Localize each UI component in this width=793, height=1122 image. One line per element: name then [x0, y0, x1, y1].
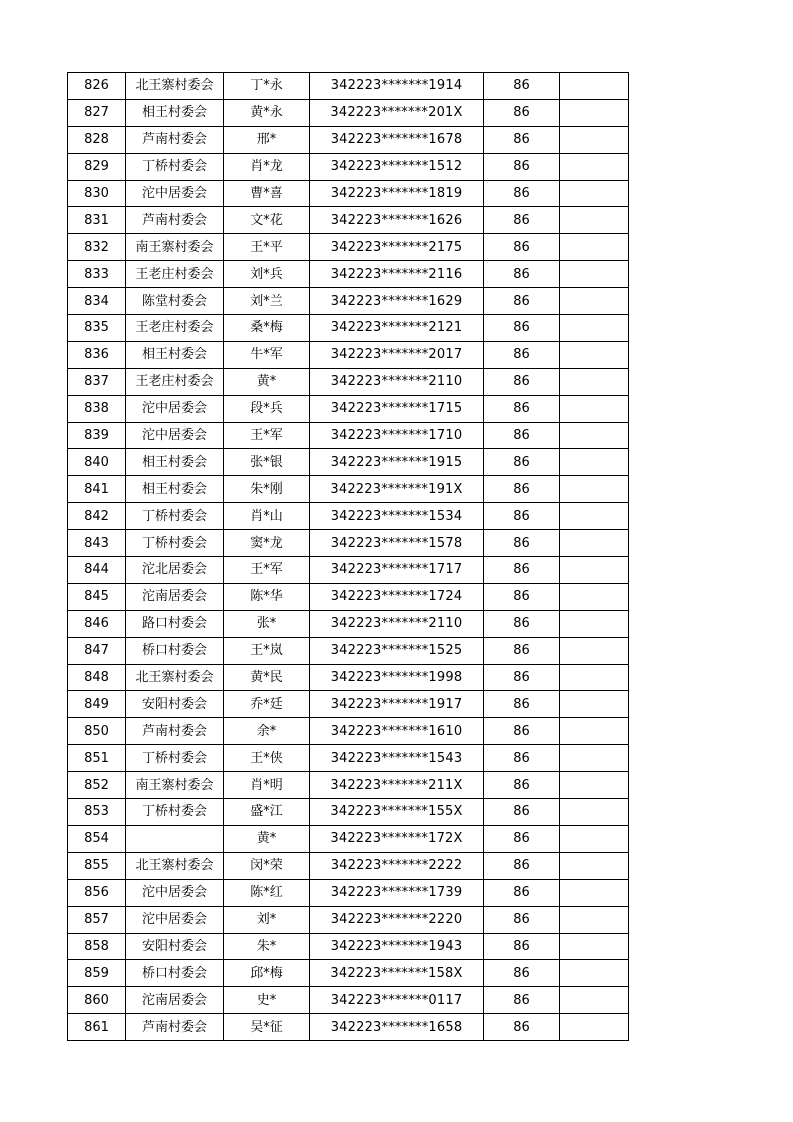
row-number-cell: 851: [68, 745, 126, 772]
village-committee-cell: 相王村委会: [126, 476, 224, 503]
row-number-cell: 859: [68, 960, 126, 987]
remark-cell: [560, 583, 629, 610]
person-name-cell: 王*岚: [224, 637, 310, 664]
person-name-cell: 牛*军: [224, 341, 310, 368]
remark-cell: [560, 207, 629, 234]
row-number-cell: 846: [68, 610, 126, 637]
person-name-cell: 肖*明: [224, 772, 310, 799]
row-number-cell: 854: [68, 825, 126, 852]
row-number-cell: 849: [68, 691, 126, 718]
table-row: [68, 530, 629, 557]
table-row: [68, 449, 629, 476]
amount-cell: 86: [484, 73, 560, 100]
id-number-cell: 342223*******1998: [310, 664, 484, 691]
remark-cell: [560, 99, 629, 126]
amount-cell: 86: [484, 610, 560, 637]
amount-cell: 86: [484, 960, 560, 987]
table-row: [68, 476, 629, 503]
village-committee-cell: 南王寨村委会: [126, 234, 224, 261]
person-name-cell: 刘*兵: [224, 261, 310, 288]
amount-cell: 86: [484, 476, 560, 503]
remark-cell: [560, 852, 629, 879]
remark-cell: [560, 530, 629, 557]
amount-cell: 86: [484, 368, 560, 395]
amount-cell: 86: [484, 637, 560, 664]
table-row: [68, 234, 629, 261]
village-committee-cell: 芦南村委会: [126, 718, 224, 745]
row-number-cell: 827: [68, 99, 126, 126]
remark-cell: [560, 180, 629, 207]
person-name-cell: 黄*: [224, 368, 310, 395]
amount-cell: 86: [484, 825, 560, 852]
id-number-cell: 342223*******155X: [310, 799, 484, 826]
village-committee-cell: 沱中居委会: [126, 180, 224, 207]
row-number-cell: 847: [68, 637, 126, 664]
remark-cell: [560, 1014, 629, 1041]
remark-cell: [560, 906, 629, 933]
person-name-cell: 陈*华: [224, 583, 310, 610]
table-row: [68, 825, 629, 852]
remark-cell: [560, 637, 629, 664]
id-number-cell: 342223*******1819: [310, 180, 484, 207]
row-number-cell: 832: [68, 234, 126, 261]
table-row: [68, 395, 629, 422]
id-number-cell: 342223*******1914: [310, 73, 484, 100]
village-committee-cell: 北王寨村委会: [126, 73, 224, 100]
table-row: [68, 718, 629, 745]
table-row: [68, 261, 629, 288]
row-number-cell: 838: [68, 395, 126, 422]
id-number-cell: 342223*******2017: [310, 341, 484, 368]
amount-cell: 86: [484, 234, 560, 261]
remark-cell: [560, 476, 629, 503]
person-name-cell: 王*侠: [224, 745, 310, 772]
village-committee-cell: 沱南居委会: [126, 987, 224, 1014]
subsidy-roster-table: [67, 72, 629, 1041]
remark-cell: [560, 368, 629, 395]
id-number-cell: 342223*******191X: [310, 476, 484, 503]
table-row: [68, 73, 629, 100]
remark-cell: [560, 691, 629, 718]
table-row: [68, 745, 629, 772]
id-number-cell: 342223*******1678: [310, 126, 484, 153]
row-number-cell: 845: [68, 583, 126, 610]
row-number-cell: 841: [68, 476, 126, 503]
id-number-cell: 342223*******1610: [310, 718, 484, 745]
village-committee-cell: 相王村委会: [126, 99, 224, 126]
remark-cell: [560, 234, 629, 261]
remark-cell: [560, 879, 629, 906]
remark-cell: [560, 557, 629, 584]
id-number-cell: 342223*******2220: [310, 906, 484, 933]
row-number-cell: 826: [68, 73, 126, 100]
table-body: [68, 73, 629, 1041]
table-row: [68, 180, 629, 207]
table-row: [68, 341, 629, 368]
village-committee-cell: 芦南村委会: [126, 207, 224, 234]
table-row: [68, 610, 629, 637]
table-row: [68, 422, 629, 449]
person-name-cell: 刘*: [224, 906, 310, 933]
amount-cell: 86: [484, 503, 560, 530]
amount-cell: 86: [484, 180, 560, 207]
remark-cell: [560, 73, 629, 100]
village-committee-cell: 沱南居委会: [126, 583, 224, 610]
amount-cell: 86: [484, 449, 560, 476]
remark-cell: [560, 772, 629, 799]
amount-cell: 86: [484, 99, 560, 126]
row-number-cell: 842: [68, 503, 126, 530]
village-committee-cell: 相王村委会: [126, 449, 224, 476]
person-name-cell: 史*: [224, 987, 310, 1014]
amount-cell: 86: [484, 422, 560, 449]
id-number-cell: 342223*******1717: [310, 557, 484, 584]
village-committee-cell: 沱中居委会: [126, 906, 224, 933]
row-number-cell: 829: [68, 153, 126, 180]
id-number-cell: 342223*******1543: [310, 745, 484, 772]
amount-cell: 86: [484, 664, 560, 691]
row-number-cell: 848: [68, 664, 126, 691]
person-name-cell: 刘*兰: [224, 288, 310, 315]
row-number-cell: 840: [68, 449, 126, 476]
id-number-cell: 342223*******1715: [310, 395, 484, 422]
village-committee-cell: [126, 825, 224, 852]
person-name-cell: 吴*征: [224, 1014, 310, 1041]
remark-cell: [560, 315, 629, 342]
person-name-cell: 张*银: [224, 449, 310, 476]
table-row: [68, 906, 629, 933]
remark-cell: [560, 745, 629, 772]
row-number-cell: 852: [68, 772, 126, 799]
amount-cell: 86: [484, 718, 560, 745]
village-committee-cell: 沱中居委会: [126, 422, 224, 449]
table-row: [68, 691, 629, 718]
village-committee-cell: 南王寨村委会: [126, 772, 224, 799]
id-number-cell: 342223*******2110: [310, 368, 484, 395]
village-committee-cell: 安阳村委会: [126, 691, 224, 718]
village-committee-cell: 北王寨村委会: [126, 664, 224, 691]
table-row: [68, 879, 629, 906]
remark-cell: [560, 341, 629, 368]
id-number-cell: 342223*******2121: [310, 315, 484, 342]
remark-cell: [560, 449, 629, 476]
remark-cell: [560, 933, 629, 960]
person-name-cell: 闵*荣: [224, 852, 310, 879]
id-number-cell: 342223*******2175: [310, 234, 484, 261]
id-number-cell: 342223*******201X: [310, 99, 484, 126]
person-name-cell: 黄*民: [224, 664, 310, 691]
amount-cell: 86: [484, 557, 560, 584]
amount-cell: 86: [484, 772, 560, 799]
person-name-cell: 陈*红: [224, 879, 310, 906]
person-name-cell: 乔*廷: [224, 691, 310, 718]
person-name-cell: 肖*山: [224, 503, 310, 530]
amount-cell: 86: [484, 315, 560, 342]
table-row: [68, 583, 629, 610]
row-number-cell: 855: [68, 852, 126, 879]
village-committee-cell: 丁桥村委会: [126, 503, 224, 530]
row-number-cell: 830: [68, 180, 126, 207]
id-number-cell: 342223*******1724: [310, 583, 484, 610]
amount-cell: 86: [484, 933, 560, 960]
remark-cell: [560, 799, 629, 826]
amount-cell: 86: [484, 261, 560, 288]
row-number-cell: 860: [68, 987, 126, 1014]
id-number-cell: 342223*******1917: [310, 691, 484, 718]
person-name-cell: 王*军: [224, 422, 310, 449]
table-row: [68, 637, 629, 664]
id-number-cell: 342223*******1739: [310, 879, 484, 906]
amount-cell: 86: [484, 879, 560, 906]
village-committee-cell: 王老庄村委会: [126, 261, 224, 288]
id-number-cell: 342223*******1658: [310, 1014, 484, 1041]
amount-cell: 86: [484, 1014, 560, 1041]
amount-cell: 86: [484, 288, 560, 315]
id-number-cell: 342223*******2110: [310, 610, 484, 637]
table-row: [68, 153, 629, 180]
person-name-cell: 黄*: [224, 825, 310, 852]
village-committee-cell: 北王寨村委会: [126, 852, 224, 879]
id-number-cell: 342223*******2116: [310, 261, 484, 288]
remark-cell: [560, 261, 629, 288]
person-name-cell: 余*: [224, 718, 310, 745]
id-number-cell: 342223*******1629: [310, 288, 484, 315]
person-name-cell: 朱*刚: [224, 476, 310, 503]
village-committee-cell: 丁桥村委会: [126, 153, 224, 180]
remark-cell: [560, 664, 629, 691]
person-name-cell: 桑*梅: [224, 315, 310, 342]
person-name-cell: 文*花: [224, 207, 310, 234]
table-row: [68, 933, 629, 960]
table-row: [68, 288, 629, 315]
amount-cell: 86: [484, 583, 560, 610]
amount-cell: 86: [484, 207, 560, 234]
village-committee-cell: 王老庄村委会: [126, 368, 224, 395]
table-row: [68, 960, 629, 987]
row-number-cell: 858: [68, 933, 126, 960]
person-name-cell: 丁*永: [224, 73, 310, 100]
amount-cell: 86: [484, 745, 560, 772]
id-number-cell: 342223*******1915: [310, 449, 484, 476]
village-committee-cell: 丁桥村委会: [126, 799, 224, 826]
village-committee-cell: 路口村委会: [126, 610, 224, 637]
row-number-cell: 831: [68, 207, 126, 234]
remark-cell: [560, 960, 629, 987]
id-number-cell: 342223*******1525: [310, 637, 484, 664]
village-committee-cell: 安阳村委会: [126, 933, 224, 960]
id-number-cell: 342223*******0117: [310, 987, 484, 1014]
row-number-cell: 856: [68, 879, 126, 906]
amount-cell: 86: [484, 799, 560, 826]
remark-cell: [560, 610, 629, 637]
person-name-cell: 曹*喜: [224, 180, 310, 207]
amount-cell: 86: [484, 691, 560, 718]
row-number-cell: 836: [68, 341, 126, 368]
remark-cell: [560, 153, 629, 180]
village-committee-cell: 陈堂村委会: [126, 288, 224, 315]
village-committee-cell: 沱北居委会: [126, 557, 224, 584]
row-number-cell: 828: [68, 126, 126, 153]
table-row: [68, 99, 629, 126]
person-name-cell: 王*平: [224, 234, 310, 261]
table-row: [68, 315, 629, 342]
table-row: [68, 664, 629, 691]
row-number-cell: 835: [68, 315, 126, 342]
remark-cell: [560, 126, 629, 153]
person-name-cell: 邱*梅: [224, 960, 310, 987]
table-row: [68, 557, 629, 584]
table-row: [68, 799, 629, 826]
remark-cell: [560, 395, 629, 422]
person-name-cell: 黄*永: [224, 99, 310, 126]
village-committee-cell: 王老庄村委会: [126, 315, 224, 342]
row-number-cell: 861: [68, 1014, 126, 1041]
person-name-cell: 肖*龙: [224, 153, 310, 180]
village-committee-cell: 芦南村委会: [126, 1014, 224, 1041]
amount-cell: 86: [484, 126, 560, 153]
person-name-cell: 王*军: [224, 557, 310, 584]
id-number-cell: 342223*******1943: [310, 933, 484, 960]
row-number-cell: 857: [68, 906, 126, 933]
village-committee-cell: 相王村委会: [126, 341, 224, 368]
id-number-cell: 342223*******1578: [310, 530, 484, 557]
row-number-cell: 837: [68, 368, 126, 395]
id-number-cell: 342223*******1626: [310, 207, 484, 234]
table-row: [68, 772, 629, 799]
village-committee-cell: 丁桥村委会: [126, 745, 224, 772]
remark-cell: [560, 422, 629, 449]
amount-cell: 86: [484, 852, 560, 879]
amount-cell: 86: [484, 987, 560, 1014]
person-name-cell: 张*: [224, 610, 310, 637]
row-number-cell: 834: [68, 288, 126, 315]
table-row: [68, 1014, 629, 1041]
person-name-cell: 邢*: [224, 126, 310, 153]
id-number-cell: 342223*******158X: [310, 960, 484, 987]
village-committee-cell: 桥口村委会: [126, 960, 224, 987]
remark-cell: [560, 288, 629, 315]
village-committee-cell: 沱中居委会: [126, 395, 224, 422]
row-number-cell: 833: [68, 261, 126, 288]
village-committee-cell: 丁桥村委会: [126, 530, 224, 557]
person-name-cell: 段*兵: [224, 395, 310, 422]
remark-cell: [560, 987, 629, 1014]
person-name-cell: 盛*江: [224, 799, 310, 826]
row-number-cell: 839: [68, 422, 126, 449]
table-row: [68, 126, 629, 153]
remark-cell: [560, 503, 629, 530]
person-name-cell: 朱*: [224, 933, 310, 960]
table-row: [68, 368, 629, 395]
row-number-cell: 850: [68, 718, 126, 745]
remark-cell: [560, 718, 629, 745]
amount-cell: 86: [484, 906, 560, 933]
row-number-cell: 843: [68, 530, 126, 557]
table-row: [68, 852, 629, 879]
id-number-cell: 342223*******1512: [310, 153, 484, 180]
village-committee-cell: 芦南村委会: [126, 126, 224, 153]
amount-cell: 86: [484, 153, 560, 180]
person-name-cell: 窦*龙: [224, 530, 310, 557]
row-number-cell: 844: [68, 557, 126, 584]
row-number-cell: 853: [68, 799, 126, 826]
id-number-cell: 342223*******211X: [310, 772, 484, 799]
amount-cell: 86: [484, 341, 560, 368]
table-row: [68, 987, 629, 1014]
id-number-cell: 342223*******1710: [310, 422, 484, 449]
table-row: [68, 207, 629, 234]
id-number-cell: 342223*******2222: [310, 852, 484, 879]
village-committee-cell: 桥口村委会: [126, 637, 224, 664]
amount-cell: 86: [484, 395, 560, 422]
village-committee-cell: 沱中居委会: [126, 879, 224, 906]
id-number-cell: 342223*******172X: [310, 825, 484, 852]
table-row: [68, 503, 629, 530]
amount-cell: 86: [484, 530, 560, 557]
id-number-cell: 342223*******1534: [310, 503, 484, 530]
remark-cell: [560, 825, 629, 852]
